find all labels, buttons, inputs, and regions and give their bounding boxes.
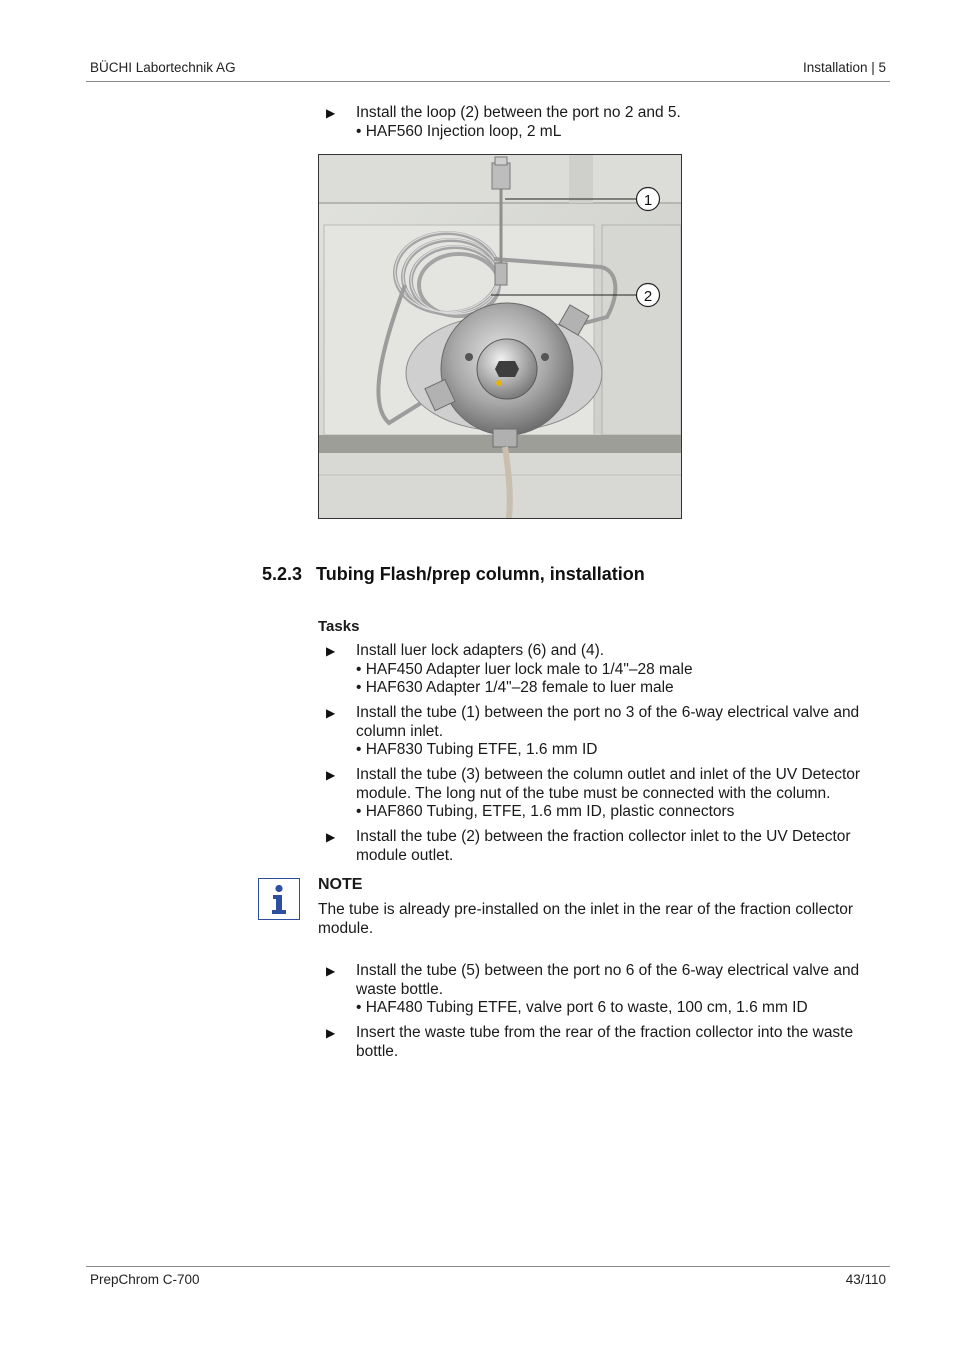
step-3 [356,766,886,822]
note-text: The tube is already pre-installed on the inlet in the rear of the fraction collector module. [318,901,854,937]
step-4 [356,828,886,865]
step-6 [356,1024,886,1061]
step-text: Install the loop (2) between the port no 2 and 5. [356,104,681,121]
section-heading [262,564,645,585]
note-title: NOTE [318,876,363,893]
step-item: • HAF560 Injection loop, 2 mL [356,122,562,140]
step-arrow-icon: ▶ [326,106,336,120]
callout-1-label: 1 [643,192,653,209]
header-company: BÜCHI Labortechnik AG [90,60,236,75]
step-item: • HAF630 Adapter 1/4"–28 female to luer male [356,679,674,697]
step-arrow-icon: ▶ [326,768,336,782]
footer-page-number: 43/110 [845,1272,886,1287]
header-rule [86,81,890,82]
header-section: Installation | 5 [802,60,886,75]
callout-2-label: 2 [643,288,653,305]
step-arrow-icon: ▶ [326,830,336,844]
step-text: Install the tube (1) between the port no 3 of the 6-way electrical valve and column inlet. [356,704,860,740]
step-text: Install luer lock adapters (6) and (4). [356,642,605,659]
step-1 [356,642,886,698]
step-2 [356,704,886,760]
step-arrow-icon: ▶ [326,1026,336,1040]
intro-step [356,104,886,141]
step-text: Insert the waste tube from the rear of the fraction collector into the waste bottle. [356,1024,854,1060]
step-arrow-icon: ▶ [326,706,336,720]
step-text: Install the tube (2) between the fraction collector inlet to the UV Detector module outlet. [356,828,851,864]
valve-loop-photo [318,154,682,519]
info-glyph [259,879,299,919]
section-number: 5.2.3 [262,564,303,584]
step-item: • HAF480 Tubing ETFE, valve port 6 to waste, 100 cm, 1.6 mm ID [356,999,808,1017]
step-item: • HAF830 Tubing ETFE, 1.6 mm ID [356,741,598,759]
step-item: • HAF450 Adapter luer lock male to 1/4"–28 male [356,660,693,678]
footer-rule [86,1266,890,1267]
info-icon [258,878,300,920]
step-item: • HAF860 Tubing, ETFE, 1.6 mm ID, plastic connectors [356,803,735,821]
step-text: Install the tube (3) between the column outlet and inlet of the UV Detector module. The long nut of the tube must be connected with the column. [356,766,861,802]
step-text: Install the tube (5) between the port no 6 of the 6-way electrical valve and waste bottle. [356,962,860,998]
step-5 [356,962,886,1018]
step-arrow-icon: ▶ [326,964,336,978]
section-title: Tubing Flash/prep column, installation [316,564,645,584]
footer-product: PrepChrom C-700 [90,1272,200,1287]
valve-loop-illustration [319,155,681,518]
tasks-label: Tasks [318,618,360,635]
step-arrow-icon: ▶ [326,644,336,658]
